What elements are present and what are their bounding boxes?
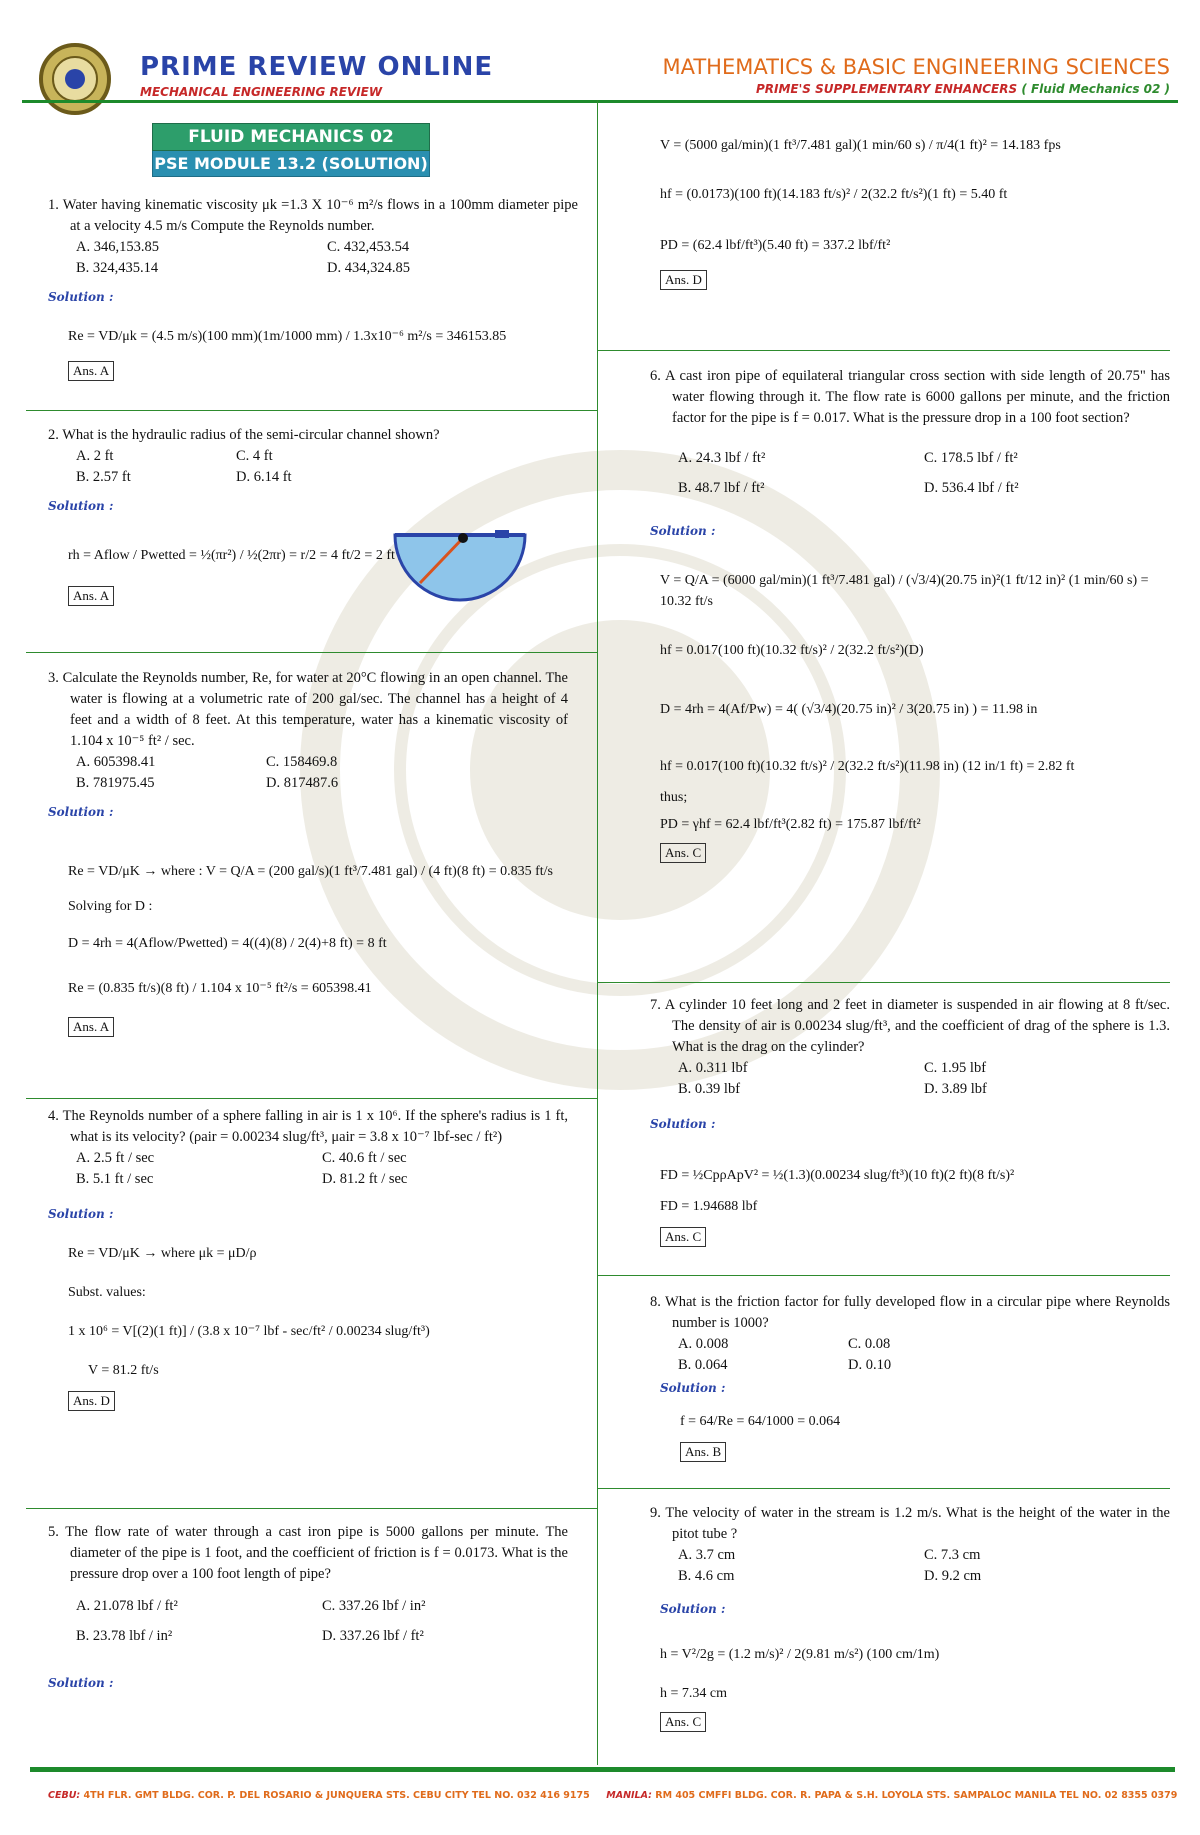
module-banner xyxy=(152,123,430,177)
question-4: 4. The Reynolds number of a sphere falling in air is 1 x 10⁶. If the sphere's radius is 1 ft, what is its velocity? (ρair = 0.00234 slug/ft³, μair = 3.8 x 10⁻⁷ lbf-sec / ft²) A. 2.5 ft / sec C. 40.6 ft / sec B. 5.1 ft / sec D. 81.2 ft / sec Solution : Re = VD/μK → where μk = μD/ρ Subst. values: 1 x 10⁶ = V[(2)(1 ft)] / (3.8 x 10⁻⁷ lbf - sec/ft² / 0.00234 slug/ft³) V = 81.2 ft/s Ans. D xyxy=(48,1106,568,1412)
answer-box: Ans. A xyxy=(68,361,114,381)
question-5: 5. The flow rate of water through a cast iron pipe is 5000 gallons per minute. The diameter of the pipe is 1 foot, and the coefficient of friction is f = 0.0173. What is the pressure drop over a 100 foot length of pipe? A. 21.078 lbf / ft² C. 337.26 lbf / in² B. 23.78 lbf / in² D. 337.26 lbf / ft² Solution : xyxy=(48,1524,568,1690)
question-7: 7. A cylinder 10 feet long and 2 feet in diameter is suspended in air flowing at 8 ft/sec. The density of air is 0.00234 slug/ft³, and the coefficient of drag of the sphere is 1.3. What is the drag on the cylinder? A. 0.311 lbf C. 1.95 lbf B. 0.39 lbf D. 3.89 lbf Solution : FD = ½CpρApV² = ½(1.3)(0.00234 slug/ft³)(10 ft)(2 ft)(8 ft/s)² FD = 1.94688 lbf Ans. C xyxy=(650,995,1170,1248)
subject-subtitle: PRIME'S SUPPLEMENTARY ENHANCERS ( Fluid Mechanics 02 ) xyxy=(755,82,1170,96)
brand-title: PRIME REVIEW ONLINE xyxy=(140,52,494,82)
subject-title: MATHEMATICS & BASIC ENGINEERING SCIENCES xyxy=(662,55,1170,79)
answer-box: Ans. A xyxy=(68,1017,114,1037)
footer-rule xyxy=(30,1767,1175,1772)
semicircle-channel-diagram xyxy=(390,525,530,615)
answer-box: Ans. A xyxy=(68,586,114,606)
question-3: 3. Calculate the Reynolds number, Re, for water at 20°C flowing in an open channel. The water is flowing at a volumetric rate of 200 gal/sec. The channel has a height of 4 feet and a width of 8 feet. At this temperature, water has a kinematic viscosity of 1.104 x 10⁻⁵ ft² / sec. A. 605398.41 C. 158469.8 B. 781975.45 D. 817487.6 Solution : Re = VD/μK → where : V = Q/A = (200 gal/s)(1 ft³/7.481 gal) / (4 ft)(8 ft) = 0.835 ft/s Solving for D : D = 4rh = 4(Aflow/Pwetted) = 4((4)(8) / 2(4)+8 ft) = 8 ft Re = (0.835 ft/s)(8 ft) / 1.104 x 10⁻⁵ ft²/s = 605398.41 Ans. A xyxy=(48,668,568,1038)
equation: Re = VD/μk = (4.5 m/s)(100 mm)(1m/1000 mm) / 1.3x10⁻⁶ m²/s = 346153.85 xyxy=(68,329,507,344)
solution-label: Solution : xyxy=(48,290,114,304)
answer-box: Ans. D xyxy=(660,270,707,290)
module-subtitle: PSE MODULE 13.2 (SOLUTION) xyxy=(152,151,430,177)
footer-addresses: CEBU: 4TH FLR. GMT BLDG. COR. P. DEL ROSARIO & JUNQUERA STS. CEBU CITY TEL NO. 032 416 9175 MANILA: RM 405 CMFFI BLDG. COR. R. PAPA & S.H. LOYOLA STS. SAMPALOC MANILA TEL NO. 02 8355 0379 xyxy=(48,1790,1178,1801)
question-8: 8. What is the friction factor for fully developed flow in a circular pipe where Reynolds number is 1000? A. 0.008 C. 0.08 B. 0.064 D. 0.10 Solution : f = 64/Re = 64/1000 = 0.064 Ans. B xyxy=(650,1292,1170,1463)
question-2: 2. What is the hydraulic radius of the semi-circular channel shown? A. 2 ft C. 4 ft B. 2.57 ft D. 6.14 ft Solution : rh = Aflow / Pwetted = ½(πr²) / ½(2πr) = r/2 = 4 ft/2 = 2 ft Ans. A xyxy=(48,425,578,607)
question-6: 6. A cast iron pipe of equilateral triangular cross section with side length of 20.75" has water flowing through it. The flow rate is 6000 gallons per minute, and the friction factor for the pipe is f = 0.017. What is the pressure drop in a 100 foot section? A. 24.3 lbf / ft² C. 178.5 lbf / ft² B. 48.7 lbf / ft² D. 536.4 lbf / ft² Solution : V = Q/A = (6000 gal/min)(1 ft³/7.481 gal) / (√3/4)(20.75 in)²(1 ft/12 in)² (1 min/60 s) = 10.32 ft/s hf = 0.017(100 ft)(10.32 ft/s)² / 2(32.2 ft/s²)(D) D = 4rh = 4(Af/Pw) = 4( (√3/4)(20.75 in)² / 3(20.75 in) ) = 11.98 in hf = 0.017(100 ft)(10.32 ft/s)² / 2(32.2 ft/s²)(11.98 in) (12 in/1 ft) = 2.82 ft thus; PD = γhf = 62.4 lbf/ft³(2.82 ft) = 175.87 lbf/ft² Ans. C xyxy=(650,366,1170,864)
brand-subtitle: MECHANICAL ENGINEERING REVIEW xyxy=(140,85,383,99)
question-5-solution: V = (5000 gal/min)(1 ft³/7.481 gal)(1 min/60 s) / π/4(1 ft)² = 14.183 fps hf = (0.0173)(100 ft)(14.183 ft/s)² / 2(32.2 ft/s²)(1 ft) = 5.40 ft PD = (62.4 lbf/ft³)(5.40 ft) = 337.2 lbf/ft² Ans. D xyxy=(660,135,1160,291)
answer-box: Ans. C xyxy=(660,843,706,863)
question-1: 1. Water having kinematic viscosity μk =1.3 X 10⁻⁶ m²/s flows in a 100mm diameter pipe at a velocity 4.5 m/s Compute the Reynolds number. A. 346,153.85 C. 432,453.54 B. 324,435.14 D. 434,324.85 Solution : Re = VD/μk = (4.5 m/s)(100 mm)(1m/1000 mm) / 1.3x10⁻⁶ m²/s = 346153.85 Ans. A xyxy=(48,195,578,382)
header-rule xyxy=(22,100,1178,103)
answer-box: Ans. B xyxy=(680,1442,726,1462)
question-9: 9. The velocity of water in the stream is 1.2 m/s. What is the height of the water in the pitot tube ? A. 3.7 cm C. 7.3 cm B. 4.6 cm D. 9.2 cm Solution : h = V²/2g = (1.2 m/s)² / 2(9.81 m/s²) (100 cm/1m) h = 7.34 cm Ans. C xyxy=(650,1503,1170,1733)
module-title: FLUID MECHANICS 02 xyxy=(152,123,430,151)
prime-logo xyxy=(38,42,112,116)
answer-box: Ans. C xyxy=(660,1227,706,1247)
answer-box: Ans. C xyxy=(660,1712,706,1732)
answer-box: Ans. D xyxy=(68,1391,115,1411)
